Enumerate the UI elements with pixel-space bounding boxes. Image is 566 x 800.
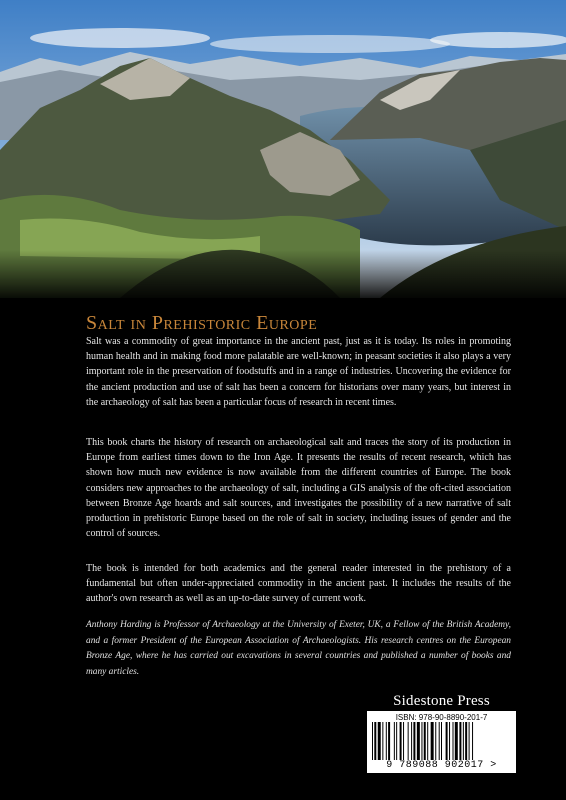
author-bio: Anthony Harding is Professor of Archaeology at the University of Exeter, UK, a Fellow of the British Academy, and a former President of the European Association of Archaeologists. His research centres on the European Bronze Age, where he has carried out excavations in several countries and published a number of books and many articles. <box>86 620 511 677</box>
isbn-barcode <box>367 711 516 773</box>
barcode-number: 9 789088 902017 > <box>386 760 497 771</box>
description-paragraph-1: Salt was a commodity of great importance in the ancient past, just as it is today. Its roles in promoting human health and in making food more palatable are well-known; in peasant societies it also plays a very important role in the preservation of foodstuffs and in a range of industries. Uncovering the evidence for the ancient production and use of salt has been a concern for historians over many years, but interest in the archaeology of salt has been a particular focus of research in recent times. <box>86 336 511 408</box>
description-paragraph-3: The book is intended for both academics and the general reader interested in the prehistory of a fundamental but often under-appreciated commodity in the ancient past. It includes the results of the author's own research as well as an up-to-date survey of current work. <box>86 563 511 605</box>
cover-photo-alpine-lake <box>0 0 566 298</box>
book-title: Salt in Prehistoric Europe <box>86 312 318 334</box>
isbn-text: ISBN: 978-90-8890-201-7 <box>395 713 488 722</box>
barcode-bars <box>372 722 511 760</box>
publisher-name: Sidestone Press <box>393 693 490 709</box>
description-paragraph-2: This book charts the history of research on archaeological salt and traces the story of its production in Europe from earliest times down to the Iron Age. It presents the results of recent research, which has shown how much new evidence is now available from the different countries of Europe. The book considers new approaches to the archaeology of salt, including a GIS analysis of the oft-cited association between Bronze Age hoards and salt sources, and investigates the possibility of a new narrative of salt production in prehistoric Europe based on the role of salt in society, including issues of gender and the control of sources. <box>86 437 511 540</box>
